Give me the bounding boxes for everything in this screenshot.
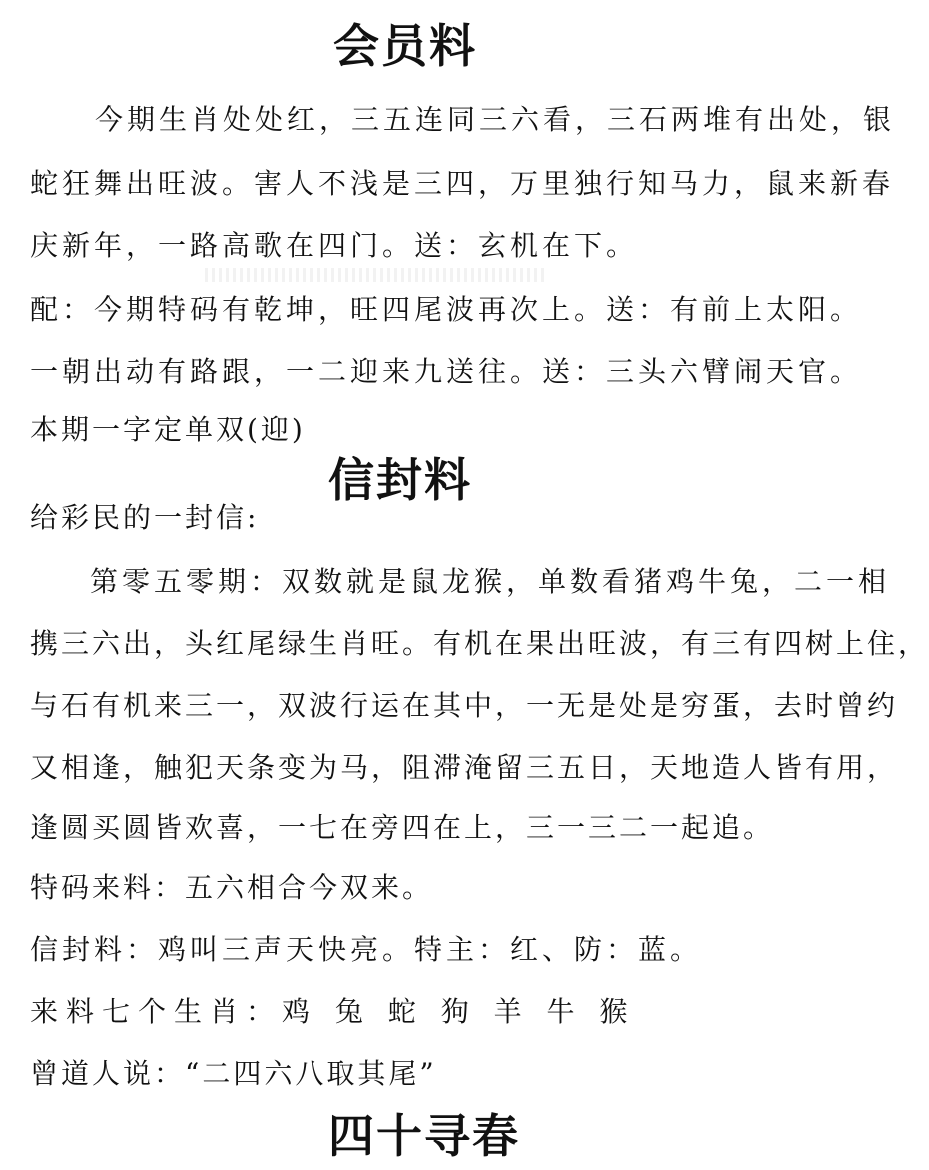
- letter-text-line: 第零五零期：双数就是鼠龙猴，单数看猪鸡牛兔，二一相: [90, 565, 891, 598]
- member-text-line: 蛇狂舞出旺波。害人不浅是三四，万里独行知马力，鼠来新春: [30, 167, 895, 200]
- member-text-line: 庆新年，一路高歌在四门。送：玄机在下。: [30, 229, 639, 262]
- letter-text-line: 又相逢，触犯天条变为马，阻滞淹留三五日，天地造人皆有用，: [30, 751, 899, 784]
- section-title-letter: 信封料: [328, 453, 472, 507]
- member-text-line: 一朝出动有路跟，一二迎来九送往。送：三头六臂闹天官。: [30, 355, 863, 388]
- special-code-line: 特码来料：五六相合今双来。: [30, 871, 434, 904]
- letter-text-line: 携三六出，头红尾绿生肖旺。有机在果出旺波，有三有四树上住，: [30, 627, 929, 660]
- letter-material-line: 信封料：鸡叫三声天快亮。特主：红、防：蓝。: [30, 933, 703, 966]
- section-title-member: 会员料: [333, 19, 477, 73]
- letter-text-line: 逢圆买圆皆欢喜，一七在旁四在上，三一三二一起追。: [30, 811, 775, 844]
- member-text-line: 今期生肖处处红，三五连同三六看，三石两堆有出处，银: [95, 103, 896, 136]
- taoist-saying-line: 曾道人说：“二四六八取其尾”: [30, 1057, 437, 1090]
- seven-zodiacs-line: 来料七个生肖：鸡 兔 蛇 狗 羊 牛 猴: [30, 995, 636, 1028]
- member-text-line: 配：今期特码有乾坤，旺四尾波再次上。送：有前上太阳。: [30, 293, 863, 326]
- section-title-forty: 四十寻春: [328, 1109, 520, 1163]
- scan-noise-mark: [205, 268, 545, 282]
- member-text-line: 本期一字定单双(迎): [30, 413, 306, 446]
- letter-text-line: 与石有机来三一，双波行运在其中，一无是处是穷蛋，去时曾约: [30, 689, 899, 722]
- letter-greeting: 给彩民的一封信:: [30, 501, 260, 534]
